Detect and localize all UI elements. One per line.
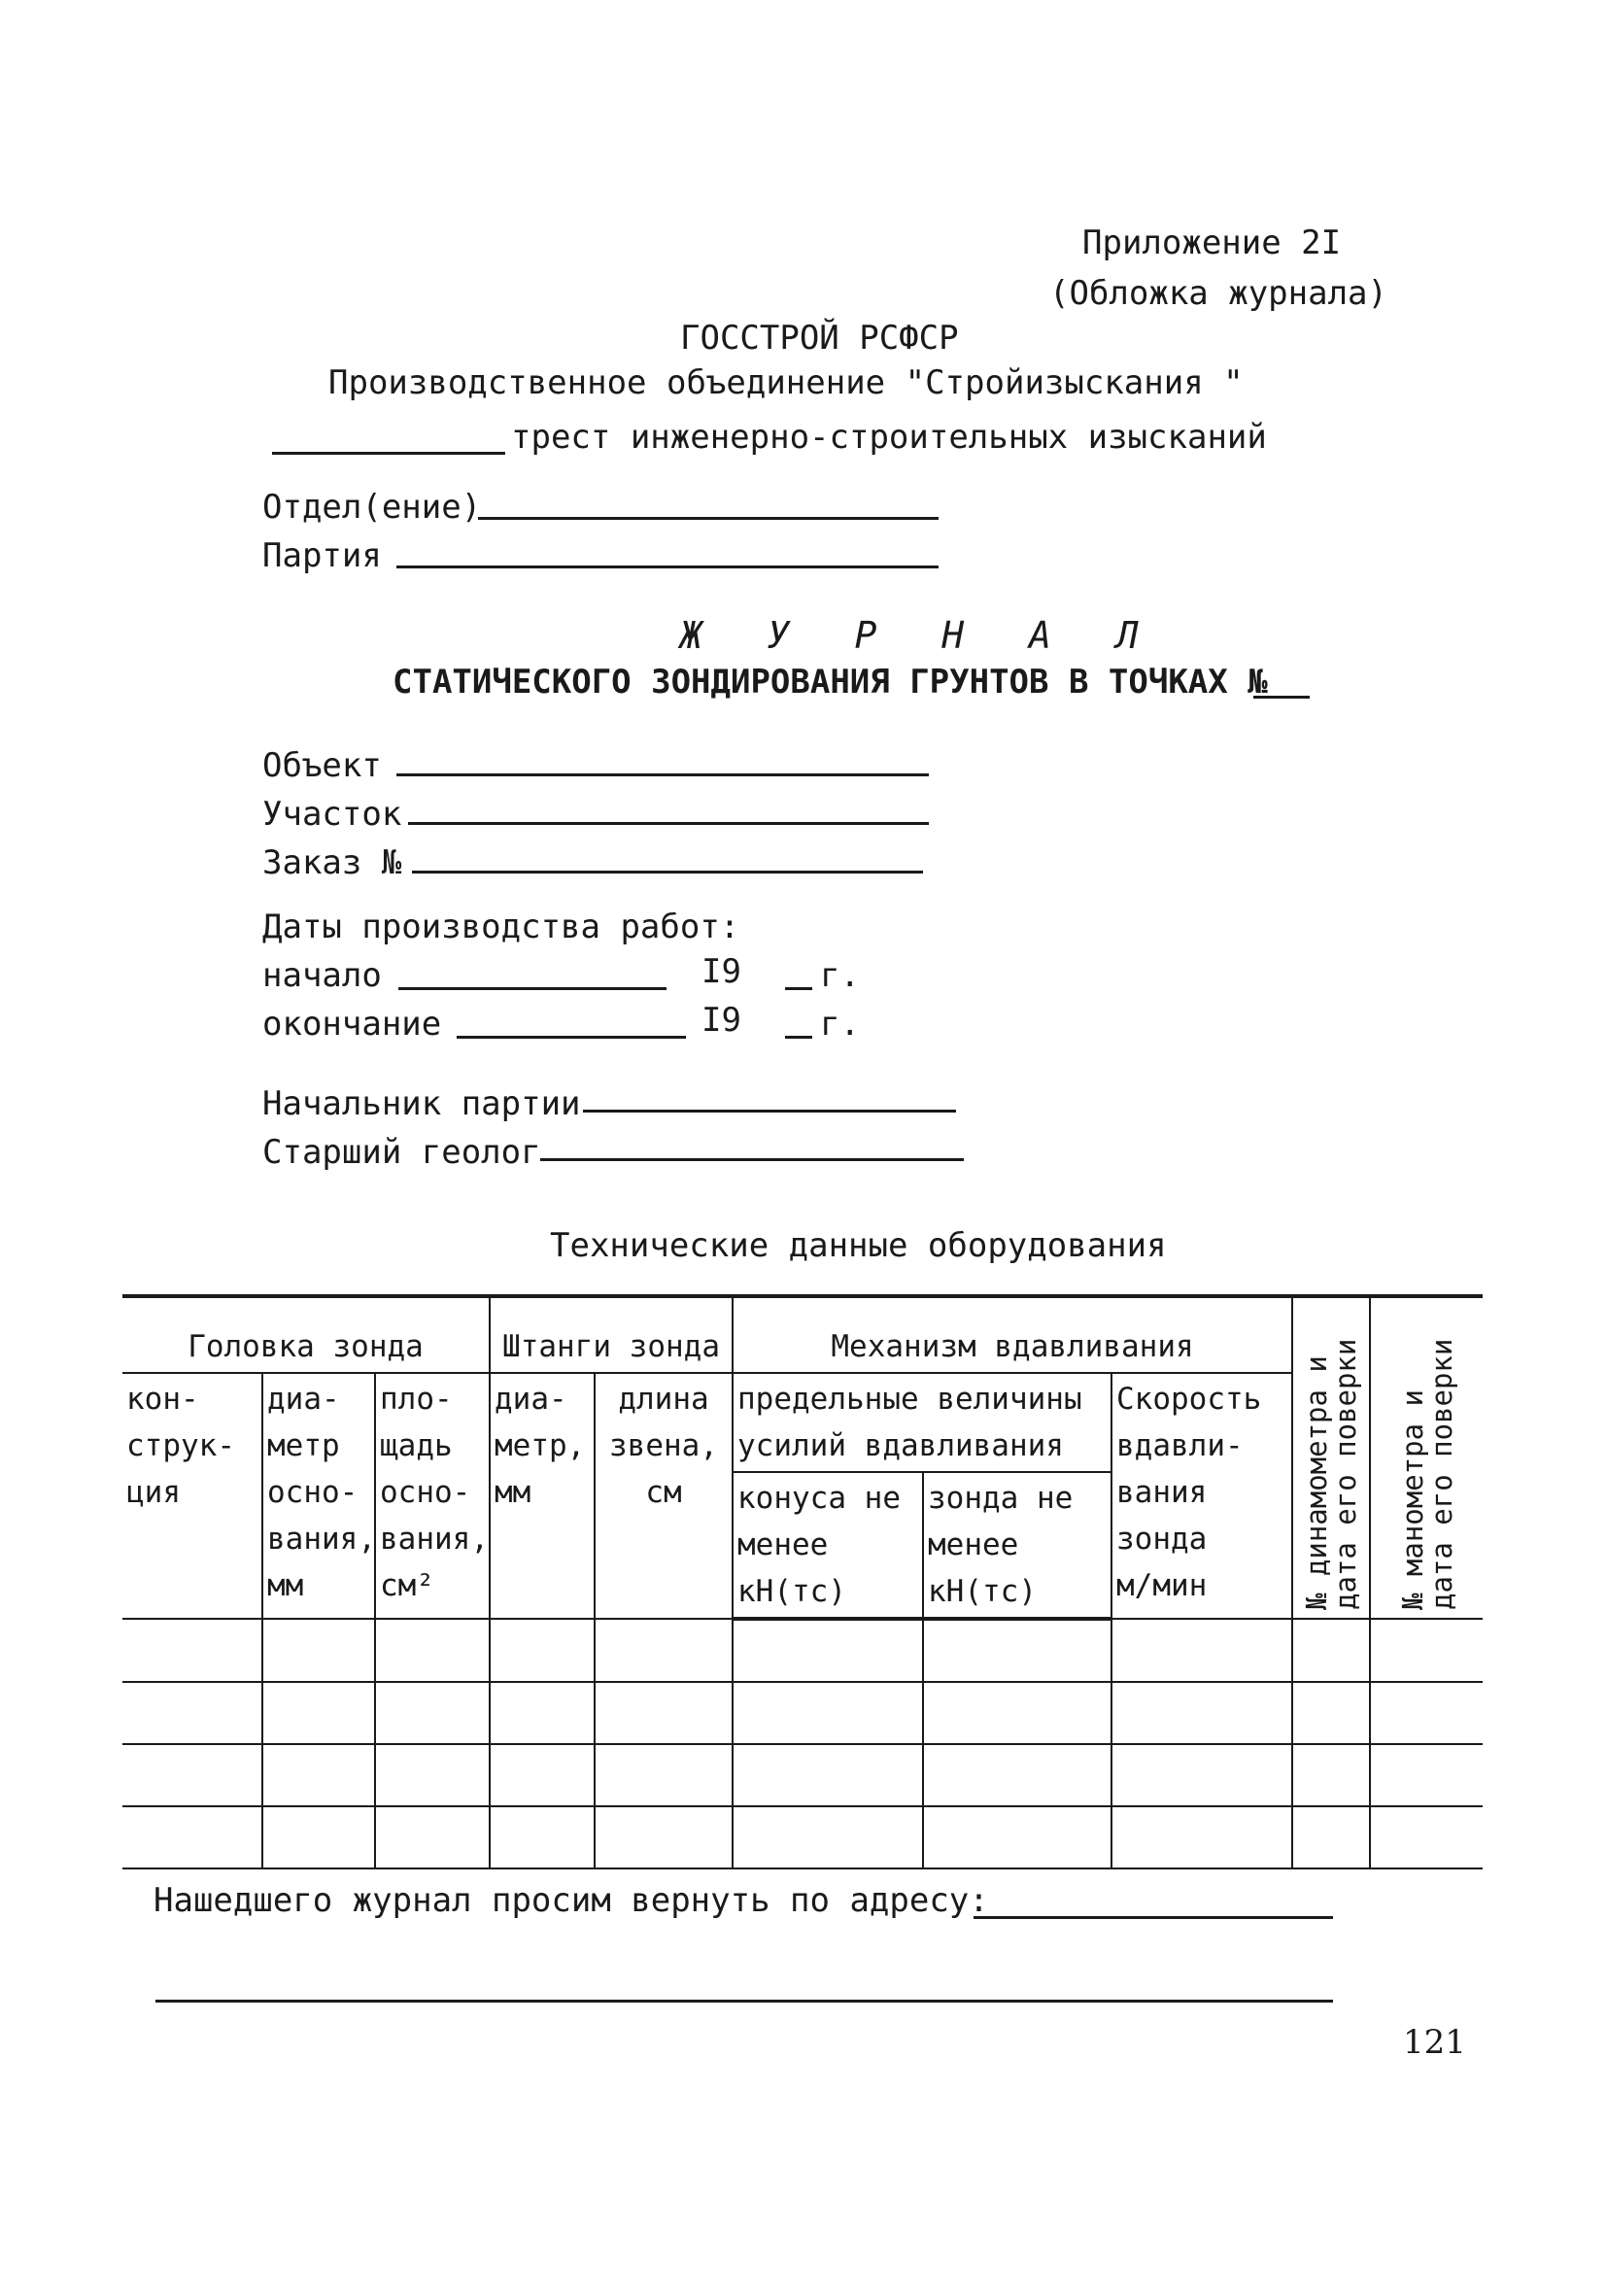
table-cell[interactable] (1292, 1682, 1370, 1744)
geologist-blank[interactable] (540, 1158, 964, 1161)
dynamometer-header-text: № динамометра и дата его поверки (1300, 1338, 1363, 1610)
table-row (122, 1744, 1483, 1806)
cover-note: (Обложка журнала) (1049, 274, 1387, 313)
table-cell[interactable] (375, 1619, 490, 1682)
table-cell[interactable] (262, 1682, 375, 1744)
table-cell[interactable] (733, 1682, 923, 1744)
table-cell[interactable] (1370, 1744, 1483, 1806)
col-cone: конуса не менее кН(тс) (733, 1472, 923, 1619)
address-blank-1[interactable] (974, 1916, 1333, 1919)
section-blank[interactable] (408, 822, 929, 825)
table-cell[interactable] (1111, 1619, 1292, 1682)
table-cell[interactable] (1370, 1619, 1483, 1682)
col-probe: зонда не менее кН(тс) (923, 1472, 1111, 1619)
table-row (122, 1806, 1483, 1868)
table-cell[interactable] (490, 1744, 595, 1806)
org-name: ГОССТРОЙ РСФСР (680, 319, 959, 358)
table-cell[interactable] (923, 1619, 1111, 1682)
trust-name-blank[interactable] (272, 452, 505, 455)
order-blank[interactable] (412, 871, 923, 874)
table-cell[interactable] (1111, 1806, 1292, 1868)
table-cell[interactable] (595, 1682, 733, 1744)
dates-heading: Даты производства работ: (262, 908, 740, 946)
table-cell[interactable] (1292, 1619, 1370, 1682)
journal-subtitle: СТАТИЧЕСКОГО ЗОНДИРОВАНИЯ ГРУНТОВ В ТОЧКАХ № (393, 663, 1268, 702)
col-speed: Скорость вдавли- вания зонда м/мин (1111, 1373, 1292, 1619)
group-mechanism: Механизм вдавливания (733, 1296, 1292, 1373)
table-cell[interactable] (733, 1619, 923, 1682)
address-blank-2[interactable] (155, 2000, 1333, 2003)
points-number-blank[interactable] (1253, 696, 1310, 699)
end-year-blank[interactable] (785, 1036, 812, 1039)
geologist-label: Старший геолог (262, 1133, 541, 1172)
table-cell[interactable] (595, 1806, 733, 1868)
party-blank[interactable] (396, 565, 939, 568)
table-cell[interactable] (733, 1806, 923, 1868)
table-cell[interactable] (490, 1682, 595, 1744)
table-cell[interactable] (375, 1682, 490, 1744)
manometer-header-text: № манометра и дата его поверки (1395, 1338, 1458, 1610)
table-cell[interactable] (262, 1744, 375, 1806)
limit-forces-header: предельные величины усилий вдавливания (733, 1373, 1111, 1472)
end-year-suffix: г. (820, 1005, 860, 1044)
table-row (122, 1682, 1483, 1744)
department-blank[interactable] (478, 517, 939, 520)
section-label: Участок (262, 795, 402, 834)
journal-title: Ж У Р Н А Л (680, 614, 1160, 657)
table-caption: Технические данные оборудования (550, 1226, 1167, 1265)
table-cell[interactable] (122, 1619, 262, 1682)
col-construction: кон- струк- ция (122, 1373, 262, 1619)
page-number: 121 (1403, 2023, 1466, 2062)
object-blank[interactable] (396, 773, 929, 776)
start-date-blank[interactable] (398, 987, 667, 990)
table-cell[interactable] (595, 1744, 733, 1806)
table-cell[interactable] (490, 1619, 595, 1682)
chief-label: Начальник партии (262, 1084, 581, 1123)
table-cell[interactable] (923, 1744, 1111, 1806)
table-cell[interactable] (1111, 1744, 1292, 1806)
table-cell[interactable] (1292, 1806, 1370, 1868)
department-label: Отдел(ение) (262, 488, 482, 527)
equipment-table (122, 1294, 1483, 1869)
col-base-diameter: диа- метр осно- вания, мм (262, 1373, 375, 1619)
table-cell[interactable] (262, 1806, 375, 1868)
table-cell[interactable] (1111, 1682, 1292, 1744)
table-cell[interactable] (490, 1806, 595, 1868)
start-year-suffix: г. (820, 956, 860, 995)
trust-label: трест инженерно-строительных изысканий (511, 418, 1267, 457)
table-cell[interactable] (923, 1682, 1111, 1744)
col-link-length: длина звена, см (595, 1373, 733, 1619)
end-label: окончание (262, 1005, 442, 1044)
chief-blank[interactable] (583, 1110, 956, 1113)
return-request: Нашедшего журнал просим вернуть по адресу: (154, 1881, 989, 1920)
object-label: Объект (262, 746, 382, 785)
table-cell[interactable] (122, 1744, 262, 1806)
party-label: Партия (262, 536, 382, 575)
table-cell[interactable] (375, 1806, 490, 1868)
group-probe-head: Головка зонда (122, 1296, 490, 1373)
table-cell[interactable] (1370, 1806, 1483, 1868)
table-cell[interactable] (923, 1806, 1111, 1868)
table-cell[interactable] (595, 1619, 733, 1682)
table-cell[interactable] (1292, 1744, 1370, 1806)
table-cell[interactable] (1370, 1682, 1483, 1744)
table-cell[interactable] (122, 1806, 262, 1868)
table-cell[interactable] (375, 1744, 490, 1806)
association-name: Производственное объединение "Стройизыскания " (328, 363, 1244, 402)
end-year-prefix: I9 (701, 1001, 741, 1040)
order-label: Заказ № (262, 843, 402, 882)
table-cell[interactable] (262, 1619, 375, 1682)
manometer-header (1370, 1296, 1483, 1619)
col-base-area: пло- щадь осно- вания, см² (375, 1373, 490, 1619)
start-year-prefix: I9 (701, 952, 741, 991)
group-rods: Штанги зонда (490, 1296, 733, 1373)
table-cell[interactable] (733, 1744, 923, 1806)
appendix-label: Приложение 2I (1082, 223, 1342, 262)
col-rod-diameter: диа- метр, мм (490, 1373, 595, 1619)
start-year-blank[interactable] (785, 987, 812, 990)
dynamometer-header (1292, 1296, 1370, 1619)
table-cell[interactable] (122, 1682, 262, 1744)
table-row (122, 1619, 1483, 1682)
start-label: начало (262, 956, 382, 995)
end-date-blank[interactable] (457, 1036, 686, 1039)
